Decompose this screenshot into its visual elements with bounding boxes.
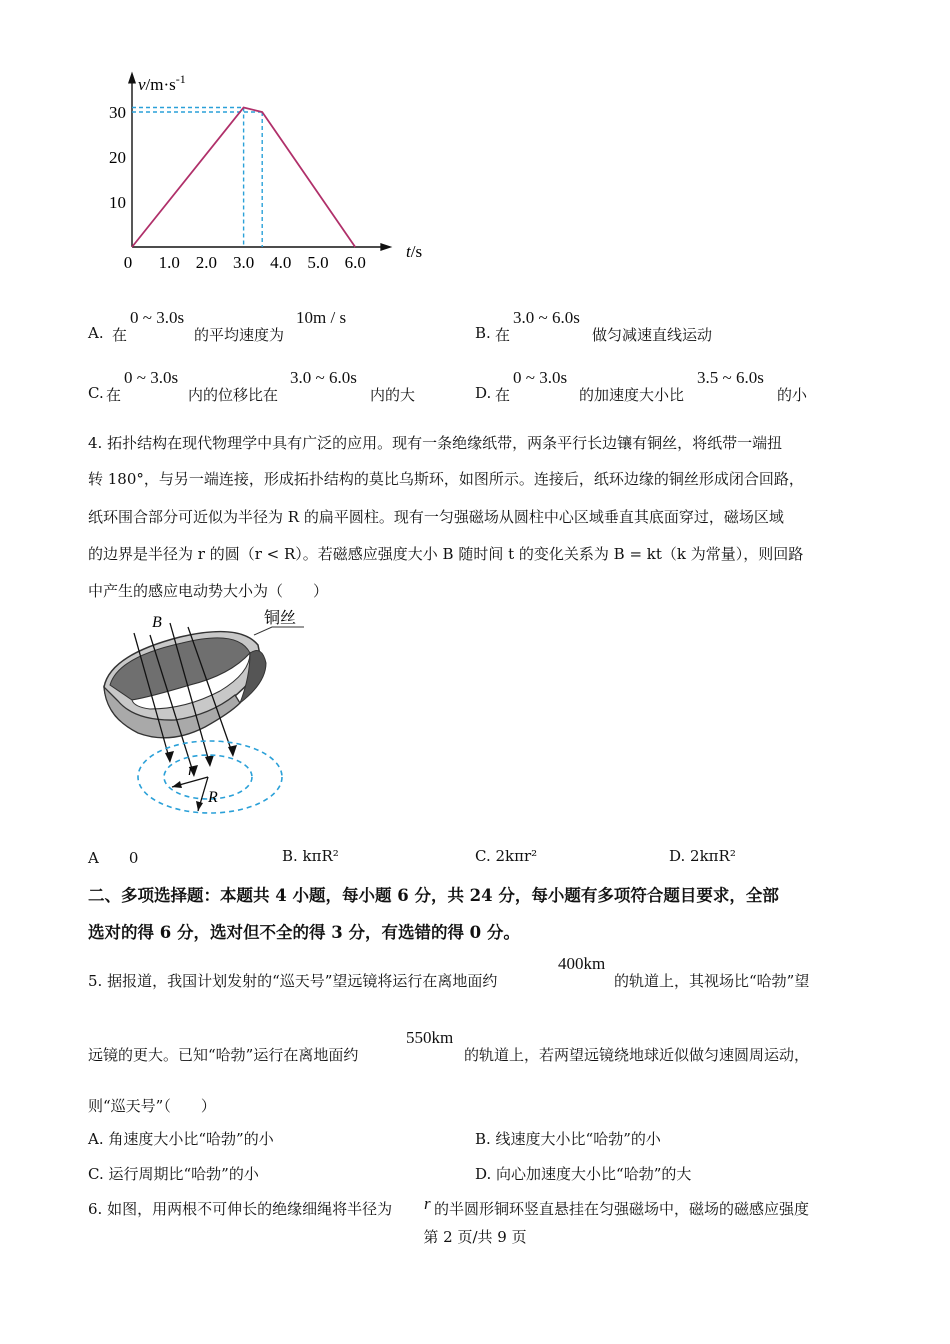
chart-guide-lines	[132, 108, 262, 248]
arrowhead	[205, 755, 214, 767]
x-tick-label: 5.0	[307, 253, 329, 272]
q4-option-c: C. 2kπr²	[475, 847, 538, 865]
radius-R-label: R	[208, 789, 218, 806]
q4-line-5: 中产生的感应电动势大小为（ ）	[88, 582, 329, 600]
series-line	[132, 108, 355, 248]
y-tick-label: 30	[109, 103, 126, 122]
x-tick-label: 1.0	[158, 253, 180, 272]
page-footer: 第 2 页/共 9 页	[423, 1228, 527, 1246]
q4-option-d: D. 2kπR²	[669, 847, 736, 865]
mobius-ring-figure	[90, 605, 320, 820]
q5-option-d: D. 向心加速度大小比“哈勃”的大	[475, 1165, 692, 1183]
x-tick-label: 3.0	[232, 253, 255, 272]
arrowhead	[165, 751, 174, 763]
x-tick-label: 0	[123, 253, 133, 272]
y-axis-arrowhead	[128, 72, 136, 84]
q4-option-b: B. kπR²	[282, 847, 339, 865]
wire-leader-line	[254, 627, 304, 635]
x-tick-label: 6.0	[344, 253, 366, 272]
q5-option-b: B. 线速度大小比“哈勃”的小	[475, 1130, 661, 1148]
q4-line-3: 纸环围合部分可近似为半径为 R 的扁平圆柱。现有一匀强磁场从圆柱中心区域垂直其底面穿过，磁场区域	[88, 508, 784, 526]
q5-option-c: C. 运行周期比“哈勃”的小	[88, 1165, 259, 1183]
section2-heading-line-1: 二、多项选择题：本题共 4 小题，每小题 6 分，共 24 分，每小题有多项符合题目要求，全部	[88, 886, 779, 905]
x-axis-label: t/s	[406, 242, 423, 261]
arrowhead	[228, 745, 237, 757]
y-tick-label: 10	[109, 193, 126, 212]
x-tick-label: 2.0	[195, 253, 218, 272]
section2-heading-line-2: 选对的得 6 分，选对但不全的得 3 分，有选错的得 0 分。	[88, 923, 520, 942]
q4-line-4: 的边界是半径为 r 的圆（r < R）。若磁感应强度大小 B 随时间 t 的变化关系为 B = kt（k 为常量），则回路	[88, 545, 804, 563]
q4-line-2: 转 180°，与另一端连接，形成拓扑结构的莫比乌斯环，如图所示。连接后，纸环边缘的铜丝形成闭合回路，	[88, 470, 804, 488]
velocity-time-chart	[0, 0, 460, 300]
radius-r-label: r	[188, 762, 195, 779]
field-arrowheads	[165, 745, 237, 777]
q4-line-1: 4. 拓扑结构在现代物理学中具有广泛的应用。现有一条绝缘纸带，两条平行长边镶有铜丝，将纸带一端扭	[88, 434, 783, 452]
q4-option-a: A 0	[88, 849, 139, 867]
b-field-label: B	[152, 614, 162, 631]
arrowhead	[172, 781, 182, 788]
arrowhead	[196, 801, 203, 811]
y-axis-label: $v/m\cdot s^{-1}$	[138, 72, 186, 94]
q5-stem-line-1: 5. 据报道，我国计划发射的“巡天号”望远镜将运行在离地面约 400km 的轨道上，其视场比“哈勃”望	[88, 954, 810, 990]
q5-stem-line-3: 则“巡天号”（ ）	[88, 1097, 216, 1115]
chart-axes	[128, 72, 392, 252]
q5-stem-line-2: 远镜的更大。已知“哈勃”运行在离地面约 550km 的轨道上，若两望远镜绕地球近似做匀速圆周运动，	[88, 1028, 810, 1064]
wire-label: 铜丝	[264, 610, 297, 627]
q5-option-a: A. 角速度大小比“哈勃”的小	[88, 1130, 274, 1148]
x-tick-label: 4.0	[270, 253, 292, 272]
y-tick-label: 20	[109, 148, 126, 167]
chart-series	[132, 108, 355, 248]
x-axis-arrowhead	[380, 243, 392, 251]
q6-stem-line-1: 6. 如图，用两根不可伸长的绝缘细绳将半径为 r 的半圆形铜环竖直悬挂在匀强磁场中，磁场的磁感应强度	[88, 1194, 810, 1218]
